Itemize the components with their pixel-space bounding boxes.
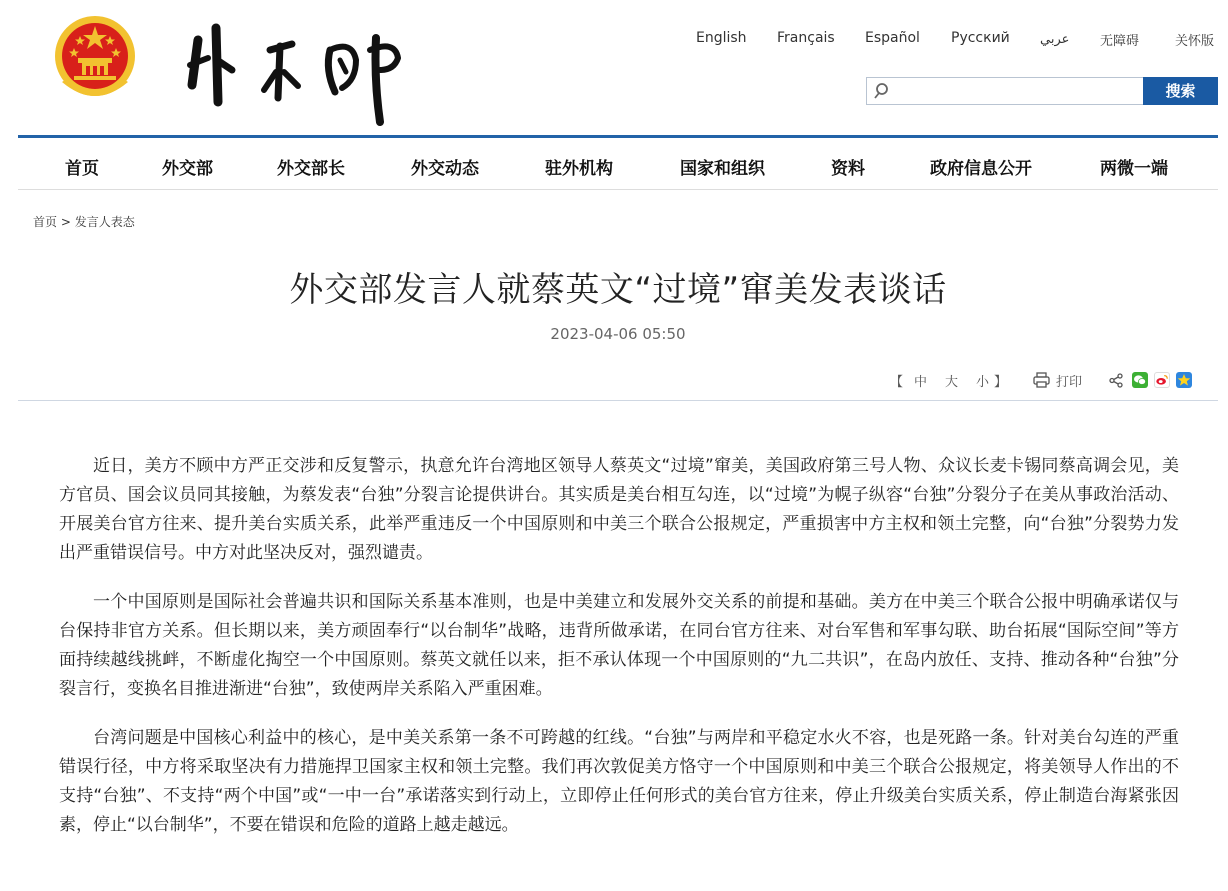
breadcrumb-home-link[interactable]: 首页 xyxy=(33,215,58,229)
search-input[interactable] xyxy=(866,77,1144,105)
nav-item-home[interactable]: 首页 xyxy=(65,159,99,179)
font-size-small-button[interactable]: 小 xyxy=(976,375,990,390)
breadcrumb-separator: > xyxy=(60,215,71,229)
print-link[interactable]: 打印 xyxy=(1056,375,1083,390)
article-paragraph: 一个中国原则是国际社会普遍共识和国际关系基本准则，也是中美建立和发展外交关系的前提和基础。美方在中美三个联合公报中明确承诺仅与台保持非官方关系。但长期以来，美方顽固奉行“以台制华”战略，违背所做承诺，在同台官方往来、对台军售和军事勾联、助台拓展“国际空间”等方面持续越线挑衅，不断虚化掏空一个中国原则。蔡英文就任以来，拒不承认体现一个中国原则的“九二共识”，在岛内放任、支持、推动各种“台独”分裂言行，变换名目推进渐进“台独”，致使两岸关系陷入严重困难。 xyxy=(59,592,1179,699)
nav-item-gov-info[interactable]: 政府信息公开 xyxy=(930,159,1032,179)
calligraphy-logo[interactable] xyxy=(180,10,410,128)
nav-item-resources[interactable]: 资料 xyxy=(831,159,865,179)
nav-item-minister[interactable]: 外交部长 xyxy=(277,159,345,179)
article-body xyxy=(59,452,1179,860)
national-emblem-icon[interactable] xyxy=(52,12,138,102)
lang-russian-link[interactable]: Русский xyxy=(951,30,1010,46)
breadcrumb xyxy=(33,213,135,230)
accessibility-link[interactable]: 无障碍 xyxy=(1100,34,1140,49)
article-toolbar xyxy=(890,371,1200,391)
nav-item-countries[interactable]: 国家和组织 xyxy=(680,159,765,179)
publish-date: 2023-04-06 05:50 xyxy=(550,325,686,343)
weibo-icon[interactable] xyxy=(1154,372,1170,388)
nav-item-social[interactable]: 两微一端 xyxy=(1100,159,1168,179)
qzone-icon[interactable] xyxy=(1176,372,1192,388)
wechat-icon[interactable] xyxy=(1132,372,1148,388)
nav-item-ministry[interactable]: 外交部 xyxy=(162,159,213,179)
lang-english-link[interactable]: English xyxy=(696,30,747,46)
main-nav xyxy=(18,138,1218,190)
search-icon xyxy=(872,81,892,101)
share-icon[interactable] xyxy=(1109,373,1124,388)
page-title: 外交部发言人就蔡英文“过境”窜美发表谈话 xyxy=(289,270,947,310)
font-size-bracket-close: 】 xyxy=(994,375,1008,390)
search-button[interactable]: 搜索 xyxy=(1143,77,1218,105)
article-paragraph: 近日，美方不顾中方严正交涉和反复警示，执意允许台湾地区领导人蔡英文“过境”窜美，美国政府第三号人物、众议长麦卡锡同蔡高调会见，美方官员、国会议员同其接触，为蔡发表“台独”分裂言论提供讲台。其实质是美台相互勾连，以“过境”为幌子纵容“台独”分裂分子在美从事政治活动、开展美台官方往来、提升美台实质关系，此举严重违反一个中国原则和中美三个联合公报规定，严重损害中方主权和领土完整，向“台独”分裂势力发出严重错误信号。中方对此坚决反对，强烈谴责。 xyxy=(59,456,1179,563)
lang-spanish-link[interactable]: Español xyxy=(865,30,920,46)
lang-arabic-link[interactable]: عربي xyxy=(1040,32,1070,47)
article-paragraph: 台湾问题是中国核心利益中的核心，是中美关系第一条不可跨越的红线。“台独”与两岸和平稳定水火不容，也是死路一条。针对美台勾连的严重错误行径，中方将采取坚决有力措施捍卫国家主权和领土完整。我们再次敦促美方恪守一个中国原则和中美三个联合公报规定，将美领导人作出的不支持“台独”、不支持“两个中国”或“一中一台”承诺落实到行动上，立即停止任何形式的美台官方往来，停止升级美台实质关系，停止制造台海紧张因素，停止“以台制华”，不要在错误和危险的道路上越走越远。 xyxy=(59,728,1179,835)
font-size-large-button[interactable]: 中 xyxy=(914,375,928,390)
nav-item-activities[interactable]: 外交动态 xyxy=(411,159,479,179)
toolbar-divider xyxy=(18,400,1218,401)
breadcrumb-current-link[interactable]: 发言人表态 xyxy=(74,215,135,229)
lang-french-link[interactable]: Français xyxy=(777,30,835,46)
printer-icon[interactable] xyxy=(1033,372,1050,388)
font-size-medium-button[interactable]: 大 xyxy=(945,375,959,390)
care-mode-link[interactable]: 关怀版 xyxy=(1175,34,1215,49)
font-size-bracket-open: 【 xyxy=(890,375,904,390)
nav-item-missions[interactable]: 驻外机构 xyxy=(545,159,613,179)
